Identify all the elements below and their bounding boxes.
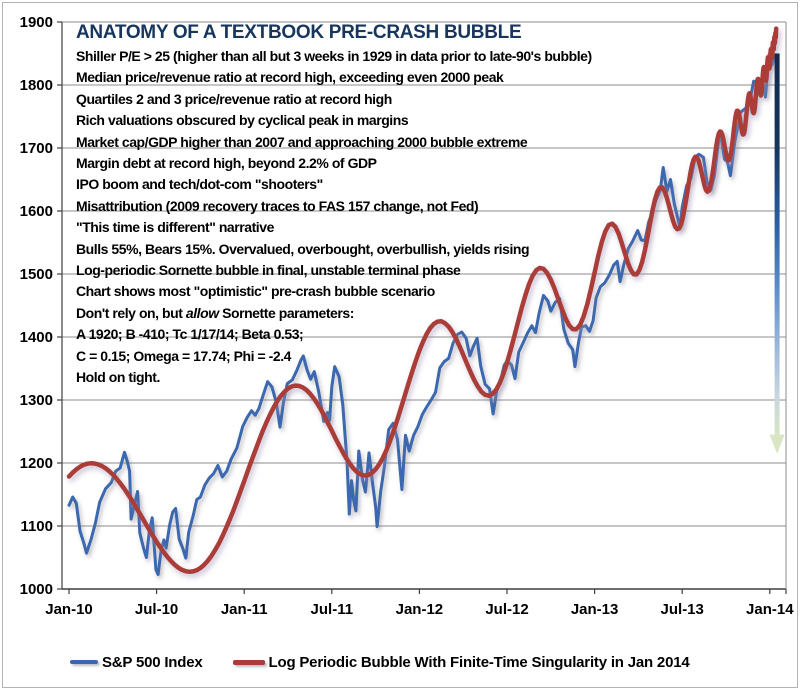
- y-axis-tick-label: 1800: [19, 77, 53, 94]
- annotation-line: A 1920; B -410; Tc 1/17/14; Beta 0.53;: [76, 326, 304, 343]
- annotation-line: Don't rely on, but allow Sornette parameters:: [76, 304, 354, 321]
- crash-arrow-icon: [770, 54, 785, 454]
- y-axis-tick-label: 1200: [19, 455, 53, 472]
- x-axis-tick-label: Jan-10: [45, 601, 93, 618]
- legend-item-log-periodic: [233, 654, 690, 671]
- legend-item-sp500: [70, 654, 203, 671]
- annotation-line: Market cap/GDP higher than 2007 and approaching 2000 bubble extreme: [76, 133, 528, 150]
- annotation-line: Chart shows most "optimistic" pre-crash bubble scenario: [76, 283, 435, 300]
- x-axis-tick-label: Jul-11: [310, 601, 354, 618]
- legend-label-log-periodic: Log Periodic Bubble With Finite-Time Singularity in Jan 2014: [268, 653, 690, 671]
- legend: [70, 650, 690, 674]
- y-axis-tick-label: 1400: [19, 329, 53, 346]
- annotation-line: Shiller P/E > 25 (higher than all but 3 weeks in 1929 in data prior to late-90's bubble): [76, 48, 592, 64]
- y-axis-tick-label: 1700: [19, 140, 53, 157]
- legend-label-sp500: S&P 500 Index: [102, 653, 203, 671]
- annotation-line: Misattribution (2009 recovery traces to FAS 157 change, not Fed): [76, 197, 479, 214]
- x-axis-tick-label: Jul-13: [660, 601, 704, 618]
- annotation-line: Margin debt at record high, beyond 2.2% of GDP: [76, 155, 377, 172]
- x-axis-tick-label: Jan-14: [746, 601, 794, 618]
- annotation-line: IPO boom and tech/dot-com "shooters": [76, 176, 323, 193]
- y-axis-tick-label: 1900: [19, 14, 53, 31]
- y-axis-tick-label: 1500: [19, 266, 53, 283]
- x-axis-tick-label: Jul-12: [485, 601, 529, 618]
- blue-line-swatch-icon: [70, 660, 98, 664]
- x-axis-tick-label: Jan-11: [220, 601, 268, 618]
- chart-title: ANATOMY OF A TEXTBOOK PRE-CRASH BUBBLE: [76, 22, 522, 43]
- annotation-line: Bulls 55%, Bears 15%. Overvalued, overbought, overbullish, yields rising: [76, 240, 530, 257]
- annotation-line: Log-periodic Sornette bubble in final, unstable terminal phase: [76, 262, 461, 279]
- x-axis-tick-label: Jul-10: [134, 601, 179, 618]
- red-line-swatch-icon: [233, 660, 265, 665]
- annotation-line: Quartiles 2 and 3 price/revenue ratio at record high: [76, 90, 392, 107]
- y-axis-tick-label: 1100: [20, 518, 53, 535]
- x-axis-tick-label: Jan-12: [395, 601, 444, 618]
- annotation-line: Median price/revenue ratio at record high, exceeding even 2000 peak: [76, 69, 504, 86]
- y-axis-tick-label: 1300: [19, 392, 53, 409]
- annotation-line: Hold on tight.: [76, 369, 160, 386]
- annotation-line: C = 0.15; Omega = 17.74; Phi = -2.4: [76, 347, 291, 364]
- annotation-line: "This time is different" narrative: [76, 219, 274, 236]
- annotation-lines: [76, 46, 756, 389]
- y-axis-tick-label: 1000: [19, 581, 53, 598]
- x-axis-tick-label: Jan-13: [570, 601, 619, 618]
- y-axis-tick-label: 1600: [19, 203, 53, 220]
- annotation-line: Rich valuations obscured by cyclical peak in margins: [76, 112, 409, 129]
- annotation-block: [76, 20, 756, 389]
